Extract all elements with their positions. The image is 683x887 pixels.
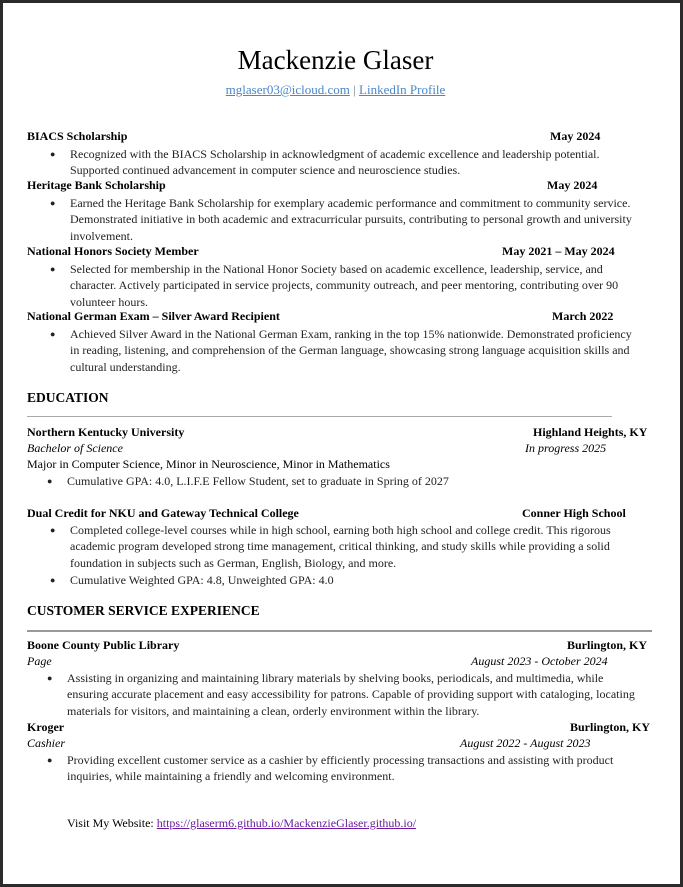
award-date: March 2022 [552, 309, 614, 323]
high-school-name: Conner High School [522, 506, 626, 520]
bullet-icon: ● [47, 673, 53, 683]
bullet-line: academic program developed strong time management, critical thinking, and study skills while providing a solid [70, 539, 610, 554]
award-title: National Honors Society Member [27, 244, 199, 258]
award-title: National German Exam – Silver Award Recipient [27, 309, 280, 323]
bullet-line: inquiries, while maintaining a friendly and welcoming environment. [67, 769, 395, 784]
bullet-line: Providing excellent customer service as a cashier by efficiently processing transactions and assisting with product [67, 753, 614, 767]
bullet-line: volunteer hours. [70, 294, 148, 309]
job-dates: August 2022 - August 2023 [460, 736, 591, 750]
bullet-line: in reading, listening, and comprehension of the German language, showcasing strong language acquisition skills and [70, 343, 630, 358]
award-bullet [50, 195, 632, 244]
award-title: BIACS Scholarship [27, 129, 128, 143]
section-divider [27, 416, 612, 417]
employer-name: Kroger [27, 720, 65, 734]
bullet-line: involvement. [70, 228, 133, 243]
linkedin-link[interactable]: LinkedIn Profile [359, 82, 446, 97]
award-bullet [50, 146, 600, 179]
bullet-icon: ● [50, 264, 56, 274]
degree-status: In progress 2025 [525, 441, 607, 455]
bullet-line: Recognized with the BIACS Scholarship in acknowledgment of academic excellence and leadership potential. [70, 147, 600, 161]
award-bullet [50, 326, 632, 375]
bullet-line: Achieved Silver Award in the National German Exam, ranking in the top 15% nationwide. Demonstrated proficiency [70, 327, 632, 341]
award-date: May 2024 [547, 178, 598, 192]
bullet-line: Demonstrated initiative in both academic and extracurricular pursuits, contributing to personal growth and university [70, 212, 632, 227]
award-date: May 2021 – May 2024 [502, 244, 615, 258]
bullet-line: Selected for membership in the National Honor Society based on academic excellence, leadership, service, and [70, 262, 603, 276]
school-name: Northern Kentucky University [27, 425, 185, 439]
gpa-bullet [47, 473, 449, 489]
bullet-line: foundation in subjects such as German, English, Biology, and more. [70, 555, 397, 570]
website-link[interactable]: https://glaserm6.github.io/MackenzieGlaser.github.io/ [156, 816, 417, 830]
contact-separator: | [353, 82, 356, 97]
bullet-icon: ● [50, 525, 56, 535]
award-title: Heritage Bank Scholarship [27, 178, 166, 192]
contact-line [3, 82, 668, 98]
bullet-icon: ● [50, 575, 56, 585]
major-line: Major in Computer Science, Minor in Neuroscience, Minor in Mathematics [27, 457, 390, 471]
dual-credit-bullet [50, 522, 611, 571]
award-bullet [50, 261, 619, 310]
bullet-icon: ● [50, 198, 56, 208]
experience-heading: CUSTOMER SERVICE EXPERIENCE [27, 603, 260, 618]
employer-name: Boone County Public Library [27, 638, 180, 652]
bullet-icon: ● [50, 329, 56, 339]
education-heading: EDUCATION [27, 390, 109, 405]
bullet-line: Completed college-level courses while in high school, earning both high school and college credit. This rigorous [70, 523, 611, 537]
applicant-name: Mackenzie Glaser [237, 45, 434, 75]
bullet-icon: ● [50, 149, 56, 159]
degree: Bachelor of Science [27, 441, 123, 455]
job-role: Cashier [27, 736, 66, 750]
bullet-line: materials for visitors, and maintaining a clean, orderly environment within the library. [67, 703, 480, 718]
website-label: Visit My Website: [67, 816, 154, 830]
bullet-line: Cumulative GPA: 4.0, L.I.F.E Fellow Student, set to graduate in Spring of 2027 [67, 474, 449, 488]
bullet-icon: ● [47, 755, 53, 765]
bullet-line: character. Actively participated in service projects, community outreach, and peer mentoring, contributing over 90 [70, 278, 619, 293]
employer-location: Burlington, KY [570, 720, 651, 734]
dual-credit-title: Dual Credit for NKU and Gateway Technical College [27, 506, 299, 520]
job-bullet [47, 670, 635, 719]
bullet-line: Assisting in organizing and maintaining library materials by shelving books, periodicals, and multimedia, while [67, 671, 604, 685]
bullet-line: Supported continued advancement in computer science and neuroscience studies. [70, 163, 461, 178]
employer-location: Burlington, KY [567, 638, 648, 652]
website-line [67, 816, 416, 831]
section-divider [27, 630, 652, 632]
bullet-line: ensuring accurate placement and easy accessibility for patrons. Capable of providing support with cataloging, locating [67, 687, 635, 702]
job-dates: August 2023 - October 2024 [471, 654, 608, 668]
school-location: Highland Heights, KY [533, 425, 648, 439]
email-link[interactable]: mglaser03@icloud.com [225, 82, 350, 97]
bullet-icon: ● [47, 476, 53, 486]
bullet-line: cultural understanding. [70, 359, 181, 374]
resume-page [3, 3, 680, 884]
bullet-line: Cumulative Weighted GPA: 4.8, Unweighted GPA: 4.0 [70, 573, 334, 587]
job-role: Page [27, 654, 52, 668]
bullet-line: Earned the Heritage Bank Scholarship for exemplary academic performance and commitment to community service. [70, 196, 631, 210]
gpa-bullet [50, 572, 334, 588]
job-bullet [47, 752, 614, 785]
award-date: May 2024 [550, 129, 601, 143]
